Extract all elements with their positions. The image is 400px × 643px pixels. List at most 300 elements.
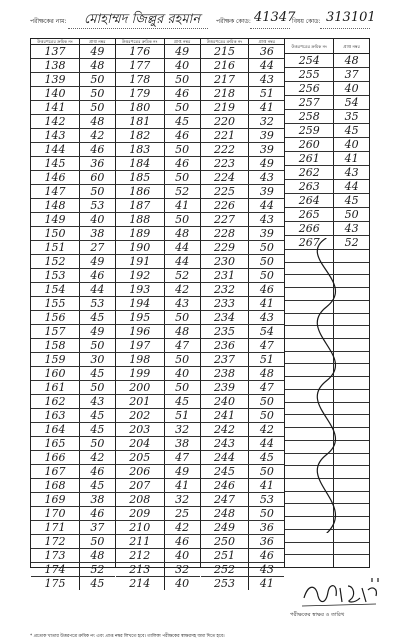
mark-cell: [334, 555, 369, 567]
roll-number-cell: 166: [31, 451, 80, 464]
mark-cell: 32: [175, 493, 190, 506]
mark-cell: 45: [90, 423, 105, 436]
table-row: [201, 311, 285, 325]
roll-number-cell: 147: [31, 185, 80, 198]
roll-number-cell: 153: [31, 269, 80, 282]
mark-cell: 42: [175, 521, 190, 534]
table-row: [285, 82, 369, 96]
roll-number-cell: 193: [116, 283, 165, 296]
table-row: [116, 185, 200, 199]
table-row: [31, 255, 115, 269]
mark-cell: 50: [344, 208, 359, 221]
roll-number-cell: 236: [201, 339, 250, 352]
roll-number-cell: 265: [285, 208, 334, 221]
table-row: [31, 521, 115, 535]
roll-number-cell: 202: [116, 409, 165, 422]
roll-number-cell: 178: [116, 73, 165, 86]
mark-cell: 38: [175, 437, 190, 450]
roll-number-cell: 243: [201, 437, 250, 450]
roll-number-cell: 181: [116, 115, 165, 128]
roll-number-cell: 241: [201, 409, 250, 422]
mark-cell: 45: [175, 115, 190, 128]
mark-cell: 50: [175, 353, 190, 366]
table-row: [285, 208, 369, 222]
mark-cell: 44: [259, 437, 274, 450]
mark-cell: 40: [344, 82, 359, 95]
table-row: [201, 255, 285, 269]
subject-code-label: বিষয় কোড:: [292, 18, 321, 25]
table-row: [201, 325, 285, 339]
table-row: [201, 101, 285, 115]
mark-cell: 49: [175, 45, 190, 58]
table-row: [116, 115, 200, 129]
roll-column-header: উত্তরপত্রের ক্রমিক নং: [201, 39, 250, 44]
table-row: [201, 395, 285, 409]
table-row: [285, 138, 369, 152]
roll-column-header: উত্তরপত্রের ক্রমিক নং: [31, 39, 80, 44]
roll-number-cell: 154: [31, 283, 80, 296]
roll-number-cell: 212: [116, 549, 165, 562]
roll-number-cell: 169: [31, 493, 80, 506]
table-row: [116, 325, 200, 339]
table-row: [116, 59, 200, 73]
table-row: [116, 129, 200, 143]
roll-number-cell: 186: [116, 185, 165, 198]
mark-cell: 45: [90, 577, 105, 590]
table-row: [285, 96, 369, 110]
roll-number-cell: 165: [31, 437, 80, 450]
roll-number-cell: 239: [201, 381, 250, 394]
roll-number-cell: 255: [285, 68, 334, 81]
table-row: [31, 339, 115, 353]
mark-cell: 36: [259, 521, 274, 534]
table-row: [116, 101, 200, 115]
roll-number-cell: 176: [116, 45, 165, 58]
roll-number-cell: 189: [116, 227, 165, 240]
roll-column-header: উত্তরপত্রের ক্রমিক নং: [116, 39, 165, 44]
table-row: [31, 367, 115, 381]
mark-cell: 30: [90, 353, 105, 366]
table-row: [31, 269, 115, 283]
table-row: [31, 437, 115, 451]
table-row: [285, 180, 369, 194]
table-row: [201, 549, 285, 563]
mark-cell: 53: [90, 297, 105, 310]
table-row: [31, 493, 115, 507]
table-row: [201, 353, 285, 367]
roll-number-cell: 263: [285, 180, 334, 193]
mark-cell: 54: [259, 325, 274, 338]
table-row: [116, 45, 200, 59]
roll-number-cell: [285, 555, 334, 567]
roll-number-cell: 225: [201, 185, 250, 198]
mark-cell: 42: [90, 129, 105, 142]
table-row: [116, 213, 200, 227]
table-row: [31, 241, 115, 255]
roll-number-cell: 226: [201, 199, 250, 212]
table-row: [31, 199, 115, 213]
roll-number-cell: 163: [31, 409, 80, 422]
table-row: [116, 227, 200, 241]
signature-caption: পরীক্ষকের স্বাক্ষর ও তারিখ: [290, 612, 345, 618]
roll-number-cell: 242: [201, 423, 250, 436]
table-row: [201, 339, 285, 353]
mark-cell: 40: [175, 367, 190, 380]
mark-cell: 35: [344, 110, 359, 123]
mark-cell: 45: [344, 194, 359, 207]
roll-number-cell: 251: [201, 549, 250, 562]
roll-number-cell: 148: [31, 199, 80, 212]
mark-cell: 50: [90, 185, 105, 198]
table-row: [31, 227, 115, 241]
table-row: [201, 171, 285, 185]
table-row: [201, 129, 285, 143]
roll-number-cell: 149: [31, 213, 80, 226]
mark-cell: 40: [90, 213, 105, 226]
mark-column-header: প্রাপ্ত নম্বর: [173, 39, 191, 44]
roll-number-cell: 156: [31, 311, 80, 324]
mark-cell: 50: [175, 171, 190, 184]
table-row: [31, 451, 115, 465]
mark-cell: 36: [259, 45, 274, 58]
roll-number-cell: 233: [201, 297, 250, 310]
table-row: [201, 465, 285, 479]
mark-cell: 41: [344, 152, 359, 165]
sheet-block-3: [201, 39, 286, 590]
table-row: [201, 185, 285, 199]
roll-number-cell: 240: [201, 395, 250, 408]
roll-number-cell: 185: [116, 171, 165, 184]
roll-number-cell: 180: [116, 101, 165, 114]
mark-cell: 50: [175, 73, 190, 86]
table-row: [31, 325, 115, 339]
table-row: [116, 311, 200, 325]
roll-number-cell: 213: [116, 563, 165, 576]
mark-cell: 46: [259, 549, 274, 562]
mark-cell: 45: [259, 451, 274, 464]
roll-number-cell: 144: [31, 143, 80, 156]
roll-number-cell: 139: [31, 73, 80, 86]
table-row: [201, 381, 285, 395]
mark-cell: 52: [175, 269, 190, 282]
mark-cell: 40: [344, 138, 359, 151]
mark-cell: 25: [175, 507, 190, 520]
mark-cell: 45: [175, 395, 190, 408]
roll-number-cell: 141: [31, 101, 80, 114]
roll-number-cell: 140: [31, 87, 80, 100]
examiner-code-value: 41347: [254, 10, 296, 25]
roll-number-cell: 145: [31, 157, 80, 170]
examiner-code-line: [250, 28, 290, 29]
table-row: [201, 423, 285, 437]
table-row: [116, 507, 200, 521]
mark-cell: 48: [90, 59, 105, 72]
mark-cell: [334, 543, 369, 555]
roll-number-cell: 160: [31, 367, 80, 380]
mark-cell: 43: [344, 166, 359, 179]
mark-cell: 41: [175, 199, 190, 212]
roll-number-cell: 207: [116, 479, 165, 492]
roll-number-cell: 161: [31, 381, 80, 394]
roll-number-cell: 209: [116, 507, 165, 520]
roll-number-cell: 222: [201, 143, 250, 156]
mark-column-header: প্রাপ্ত নম্বর: [258, 39, 276, 44]
table-row: [285, 152, 369, 166]
mark-cell: 43: [175, 297, 190, 310]
mark-cell: 46: [90, 143, 105, 156]
table-row: [31, 115, 115, 129]
table-row: [116, 269, 200, 283]
mark-cell: 52: [175, 185, 190, 198]
table-row: [31, 423, 115, 437]
mark-cell: 47: [259, 339, 274, 352]
roll-number-cell: 235: [201, 325, 250, 338]
roll-number-cell: 260: [285, 138, 334, 151]
mark-column-header: প্রাপ্ত নম্বর: [89, 39, 106, 44]
mark-cell: 41: [259, 577, 274, 590]
table-row: [31, 171, 115, 185]
mark-cell: 41: [259, 101, 274, 114]
roll-number-cell: 191: [116, 255, 165, 268]
mark-cell: 49: [259, 157, 274, 170]
mark-cell: 43: [259, 73, 274, 86]
mark-cell: 43: [259, 213, 274, 226]
mark-cell: 53: [90, 199, 105, 212]
roll-number-cell: 200: [116, 381, 165, 394]
table-row: [116, 409, 200, 423]
roll-number-cell: 220: [201, 115, 250, 128]
mark-cell: 50: [175, 381, 190, 394]
table-row: [116, 535, 200, 549]
mark-cell: 49: [90, 255, 105, 268]
table-row: [116, 143, 200, 157]
roll-number-cell: 261: [285, 152, 334, 165]
mark-cell: 53: [259, 493, 274, 506]
examiner-code-label: পরীক্ষক কোড:: [216, 18, 251, 25]
mark-cell: 44: [175, 241, 190, 254]
roll-number-cell: 138: [31, 59, 80, 72]
table-row: [285, 110, 369, 124]
roll-number-cell: 175: [31, 577, 80, 590]
table-row: [31, 577, 115, 590]
table-row: [31, 283, 115, 297]
mark-cell: 50: [259, 269, 274, 282]
table-row: [31, 479, 115, 493]
roll-number-cell: 182: [116, 129, 165, 142]
table-row: [201, 227, 285, 241]
roll-number-cell: 170: [31, 507, 80, 520]
mark-cell: 46: [90, 269, 105, 282]
roll-number-cell: 194: [116, 297, 165, 310]
roll-number-cell: 184: [116, 157, 165, 170]
table-row: [31, 535, 115, 549]
subject-code-line: [320, 28, 370, 29]
mark-cell: 43: [90, 395, 105, 408]
table-row: [116, 563, 200, 577]
roll-number-cell: 211: [116, 535, 165, 548]
table-row: [116, 451, 200, 465]
roll-number-cell: 187: [116, 199, 165, 212]
mark-cell: 52: [90, 563, 105, 576]
table-row: [201, 479, 285, 493]
table-row: [31, 465, 115, 479]
table-row: [116, 241, 200, 255]
column-header: [285, 39, 369, 54]
table-row: [201, 269, 285, 283]
roll-number-cell: 223: [201, 157, 250, 170]
mark-cell: 54: [344, 96, 359, 109]
mark-cell: 48: [90, 115, 105, 128]
mark-cell: 50: [90, 101, 105, 114]
roll-number-cell: 155: [31, 297, 80, 310]
table-row: [201, 297, 285, 311]
table-row: [31, 563, 115, 577]
mark-cell: 32: [259, 115, 274, 128]
table-row: [201, 241, 285, 255]
roll-number-cell: 197: [116, 339, 165, 352]
mark-cell: 48: [90, 549, 105, 562]
mark-cell: 39: [259, 143, 274, 156]
roll-number-cell: 137: [31, 45, 80, 58]
table-row: [116, 521, 200, 535]
table-row: [116, 381, 200, 395]
mark-cell: 46: [175, 535, 190, 548]
mark-cell: 49: [90, 325, 105, 338]
mark-cell: 37: [90, 521, 105, 534]
table-row: [116, 171, 200, 185]
table-row: [116, 493, 200, 507]
table-row: [201, 437, 285, 451]
roll-number-cell: 258: [285, 110, 334, 123]
mark-cell: 50: [259, 507, 274, 520]
examiner-signature: [298, 574, 388, 614]
mark-cell: 45: [90, 311, 105, 324]
roll-number-cell: 229: [201, 241, 250, 254]
roll-number-cell: 231: [201, 269, 250, 282]
marks-sheet: [30, 38, 370, 590]
roll-number-cell: 249: [201, 521, 250, 534]
mark-cell: 40: [175, 549, 190, 562]
table-row: [285, 222, 369, 236]
mark-cell: 32: [175, 423, 190, 436]
mark-cell: 50: [259, 241, 274, 254]
mark-cell: 47: [259, 381, 274, 394]
mark-cell: 47: [175, 339, 190, 352]
mark-cell: 50: [175, 143, 190, 156]
mark-cell: 46: [259, 283, 274, 296]
table-row: [116, 73, 200, 87]
table-row: [116, 339, 200, 353]
roll-number-cell: 224: [201, 171, 250, 184]
roll-number-cell: 264: [285, 194, 334, 207]
mark-cell: 50: [90, 381, 105, 394]
examiner-name-value: মোহাম্মদ জিল্লুর রহমান: [84, 12, 201, 27]
roll-number-cell: 158: [31, 339, 80, 352]
roll-number-cell: 227: [201, 213, 250, 226]
mark-cell: 39: [259, 185, 274, 198]
mark-cell: 43: [259, 563, 274, 576]
table-row: [116, 465, 200, 479]
table-row: [31, 549, 115, 563]
roll-number-cell: 172: [31, 535, 80, 548]
roll-number-cell: 247: [201, 493, 250, 506]
roll-number-cell: 217: [201, 73, 250, 86]
roll-number-cell: 210: [116, 521, 165, 534]
roll-number-cell: 262: [285, 166, 334, 179]
examiner-name-label: পরীক্ষকের নাম:: [30, 18, 67, 25]
table-row: [31, 213, 115, 227]
table-row: [201, 213, 285, 227]
sheet-block-4: [285, 39, 369, 567]
table-row: [116, 549, 200, 563]
roll-number-cell: 244: [201, 451, 250, 464]
mark-cell: 50: [90, 437, 105, 450]
mark-cell: 44: [259, 59, 274, 72]
table-row: [116, 577, 200, 590]
mark-cell: 44: [175, 255, 190, 268]
mark-cell: 38: [90, 493, 105, 506]
mark-cell: 36: [259, 535, 274, 548]
table-row: [201, 157, 285, 171]
roll-number-cell: 167: [31, 465, 80, 478]
table-row: [201, 283, 285, 297]
mark-cell: 50: [259, 395, 274, 408]
mark-cell: 48: [344, 54, 359, 67]
cancel-wave-line: [285, 238, 369, 534]
roll-number-cell: 159: [31, 353, 80, 366]
mark-cell: 42: [259, 423, 274, 436]
table-row: [31, 129, 115, 143]
table-row: [285, 194, 369, 208]
mark-cell: 50: [175, 101, 190, 114]
roll-number-cell: 266: [285, 222, 334, 235]
subject-code-value: 313101: [326, 10, 376, 25]
table-row: [201, 563, 285, 577]
table-row: [31, 507, 115, 521]
mark-cell: 43: [259, 171, 274, 184]
table-row: [31, 59, 115, 73]
roll-number-cell: 199: [116, 367, 165, 380]
roll-number-cell: 253: [201, 577, 250, 590]
mark-cell: 43: [259, 311, 274, 324]
roll-number-cell: 221: [201, 129, 250, 142]
mark-cell: 44: [259, 199, 274, 212]
roll-number-cell: [285, 543, 334, 555]
roll-number-cell: 245: [201, 465, 250, 478]
roll-number-cell: 183: [116, 143, 165, 156]
mark-cell: 37: [344, 68, 359, 81]
mark-cell: 44: [90, 283, 105, 296]
table-row: [31, 101, 115, 115]
table-row: [116, 283, 200, 297]
roll-number-cell: 250: [201, 535, 250, 548]
roll-number-cell: 228: [201, 227, 250, 240]
table-row: [116, 479, 200, 493]
mark-cell: 32: [175, 563, 190, 576]
mark-cell: 45: [344, 124, 359, 137]
table-row: [31, 185, 115, 199]
mark-cell: 48: [175, 325, 190, 338]
table-row: [201, 115, 285, 129]
mark-cell: 60: [90, 171, 105, 184]
table-row: [116, 87, 200, 101]
table-row: [31, 143, 115, 157]
roll-number-cell: 234: [201, 311, 250, 324]
table-row: [201, 367, 285, 381]
table-row: [116, 437, 200, 451]
mark-cell: 45: [90, 479, 105, 492]
roll-number-cell: 142: [31, 115, 80, 128]
